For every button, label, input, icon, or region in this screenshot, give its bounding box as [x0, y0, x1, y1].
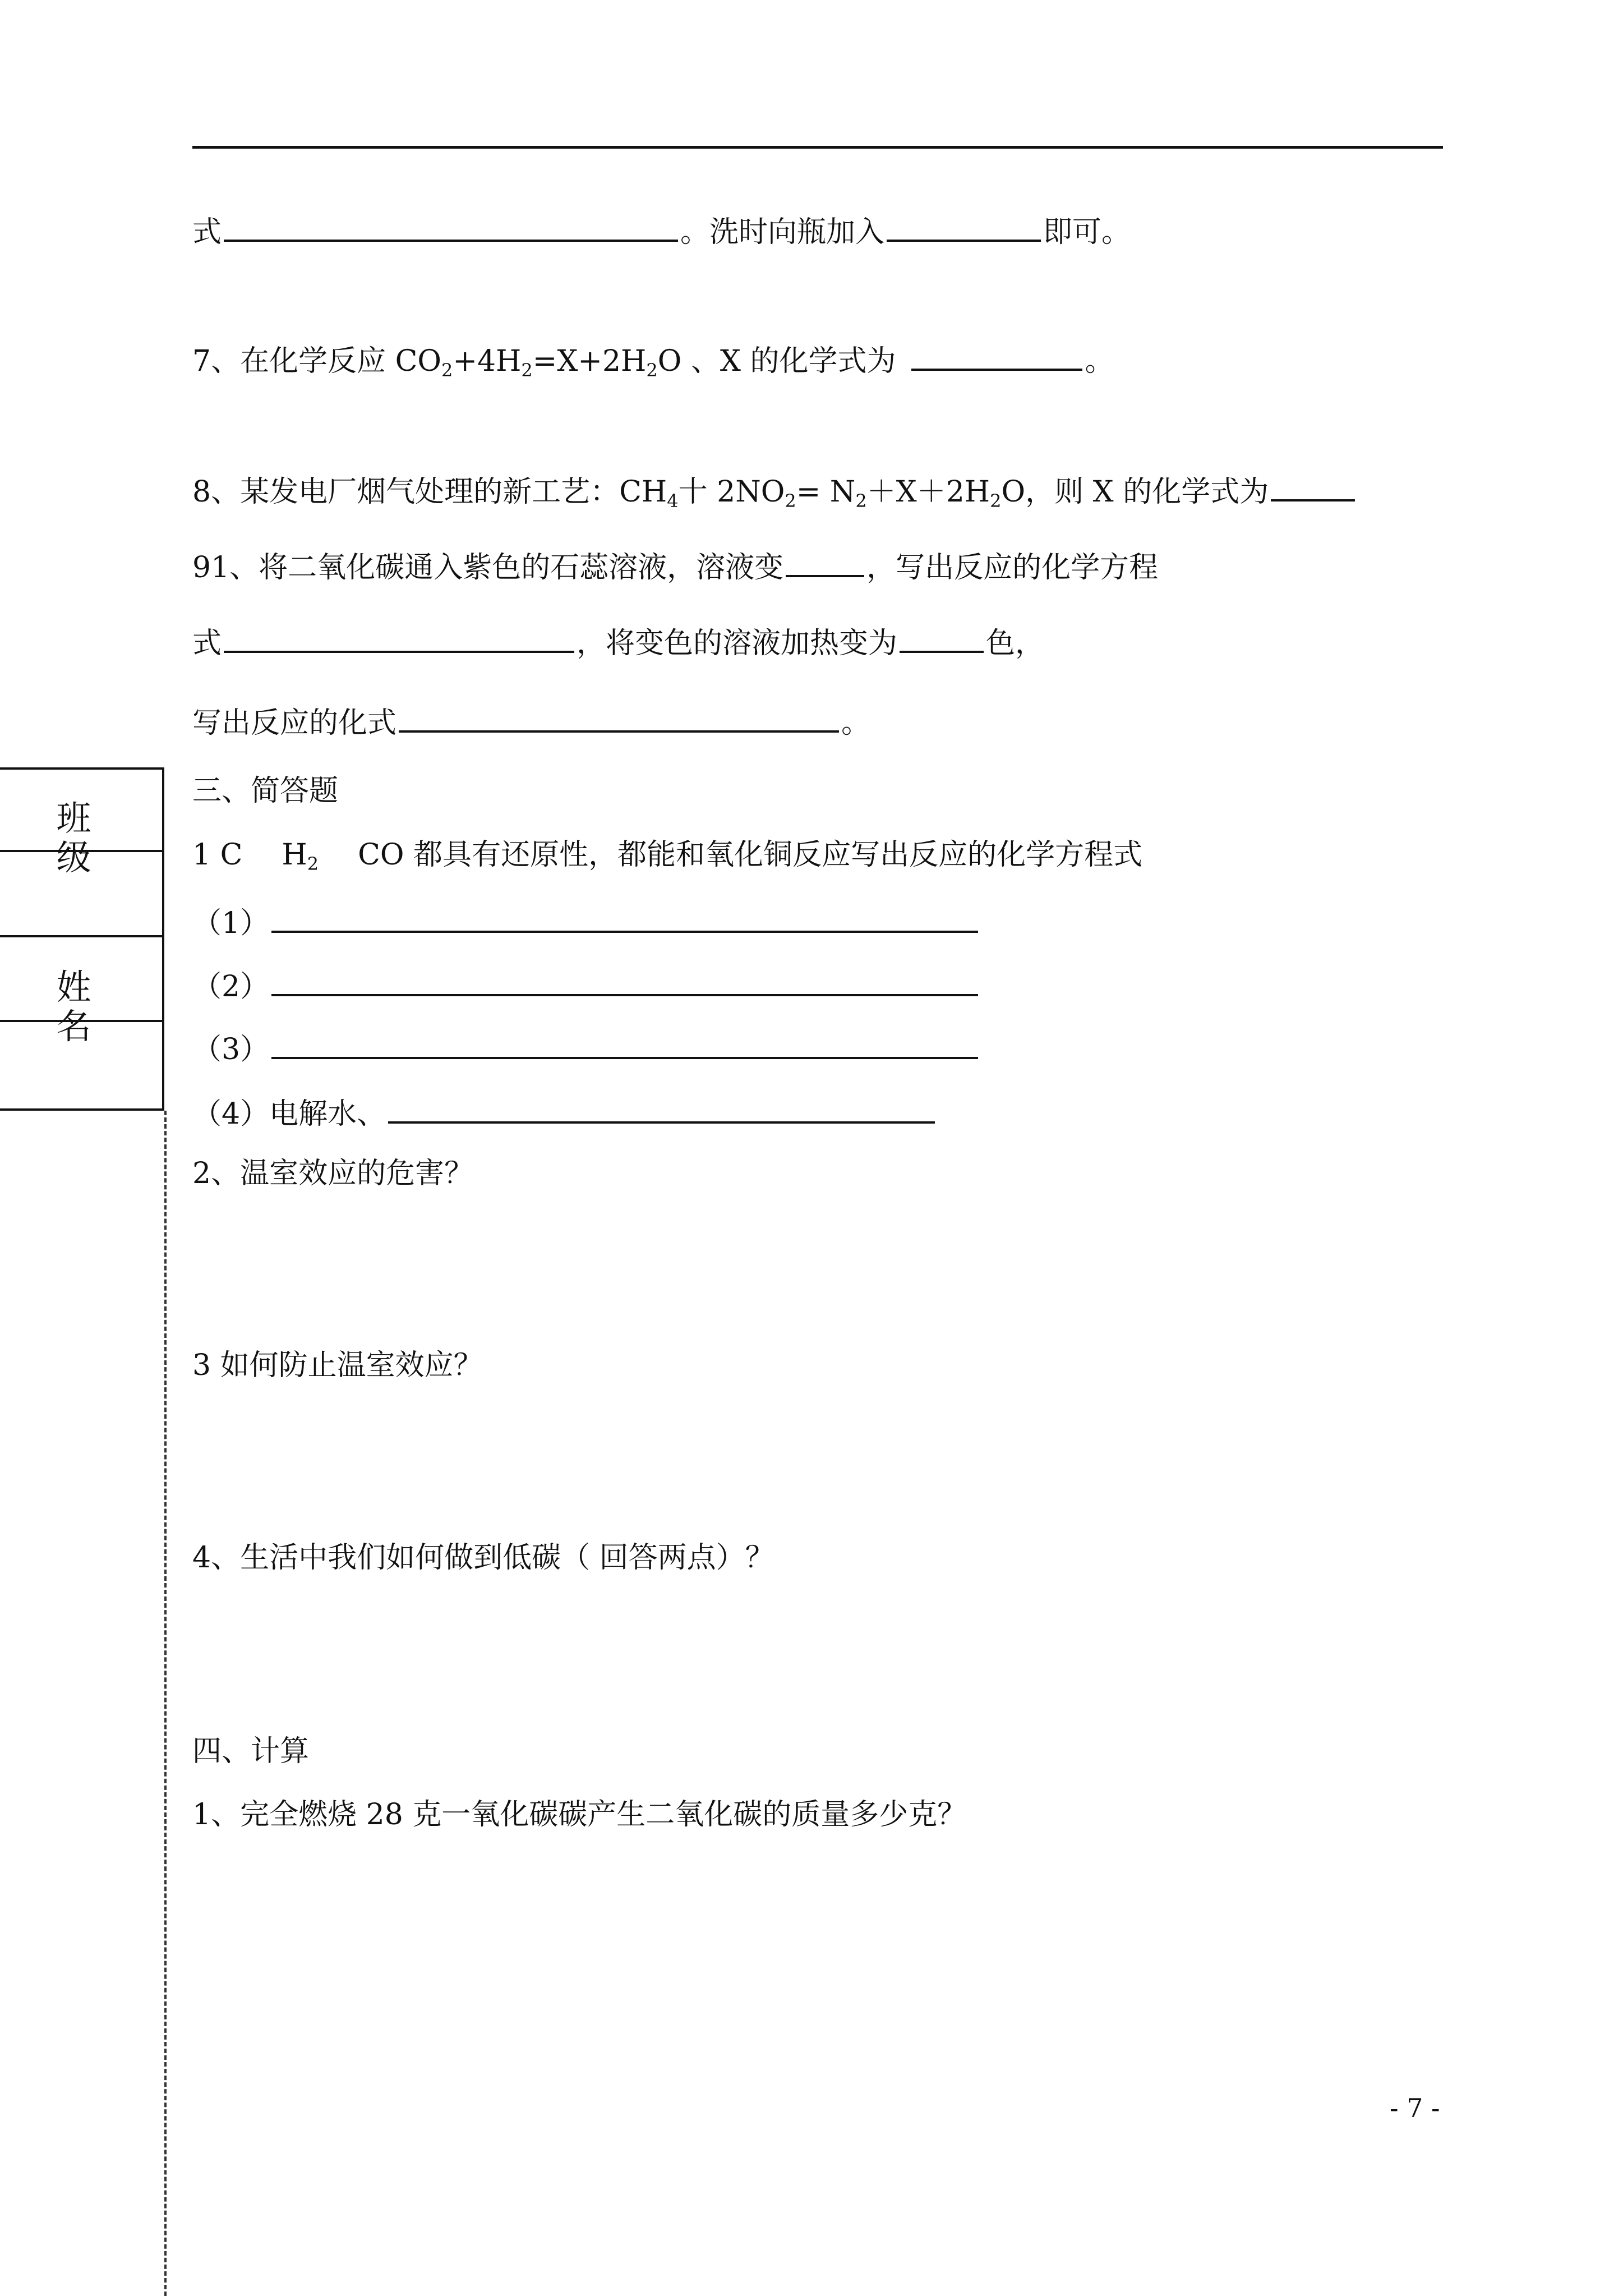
section-3-question-2: 2、温室效应的危害？: [192, 1157, 474, 1190]
answer-blank[interactable]: [786, 546, 864, 577]
answer-blank[interactable]: [271, 901, 978, 933]
section-3-title: 三、简答题: [192, 774, 339, 808]
section-4-title: 四、计算: [192, 1734, 310, 1768]
answer-blank[interactable]: [1271, 470, 1355, 501]
question-91: 91、将二氧化碳通入紫色的石蕊溶液，溶液变 ，写出反应的化学方程: [192, 546, 1158, 586]
header-rule: [192, 146, 1443, 149]
answer-blank[interactable]: [911, 339, 1082, 371]
section-3-question-4: 4、生活中我们如何做到低碳（ 回答两点）？: [192, 1541, 774, 1575]
answer-blank[interactable]: [224, 210, 678, 242]
answer-blank[interactable]: [900, 622, 984, 653]
answer-blank[interactable]: [388, 1092, 935, 1124]
line-wash-bottle: 式 。洗时向瓶加入 即可。: [192, 210, 1131, 250]
answer-blank[interactable]: [887, 210, 1041, 242]
question-7: 7、在化学反应 $CO_2+4H_2=X+2H_2O$ 、X 的化学式为 。: [192, 339, 1114, 379]
answer-blank[interactable]: [271, 1028, 978, 1059]
answer-blank[interactable]: [224, 622, 574, 653]
section-3-question-1: 1 C $H_2$ CO 都具有还原性，都能和氧化铜反应写出反应的化学方程式: [192, 838, 1143, 875]
answer-item-2: （2）: [192, 965, 980, 1005]
answer-blank[interactable]: [271, 965, 978, 996]
name-label: 姓 名: [56, 967, 125, 1047]
section-4-question-1: 1、完全燃烧 28 克一氧化碳碳产生二氧化碳的质量多少克？: [192, 1798, 967, 1832]
binding-dashed-line: [164, 1111, 167, 2296]
question-91-formula: 写出反应的化式 。: [192, 701, 870, 741]
answer-item-4: （4）电解水、: [192, 1092, 937, 1132]
section-3-question-3: 3 如何防止温室效应？: [192, 1349, 483, 1382]
question-91-continued: 式 ，将变色的溶液加热变为 色，: [192, 622, 1044, 661]
answer-item-1: （1）: [192, 901, 980, 941]
question-8: 8、某发电厂烟气处理的新工艺：$CH_4$十 $2NO_2= N_2+X+2H_2O$，则 X 的化学式为: [192, 470, 1357, 510]
class-label: 班 级: [56, 798, 125, 878]
answer-item-3: （3）: [192, 1028, 980, 1068]
answer-blank[interactable]: [399, 701, 839, 733]
page-number: - 7 -: [1390, 2093, 1440, 2123]
box-divider: [0, 935, 164, 937]
